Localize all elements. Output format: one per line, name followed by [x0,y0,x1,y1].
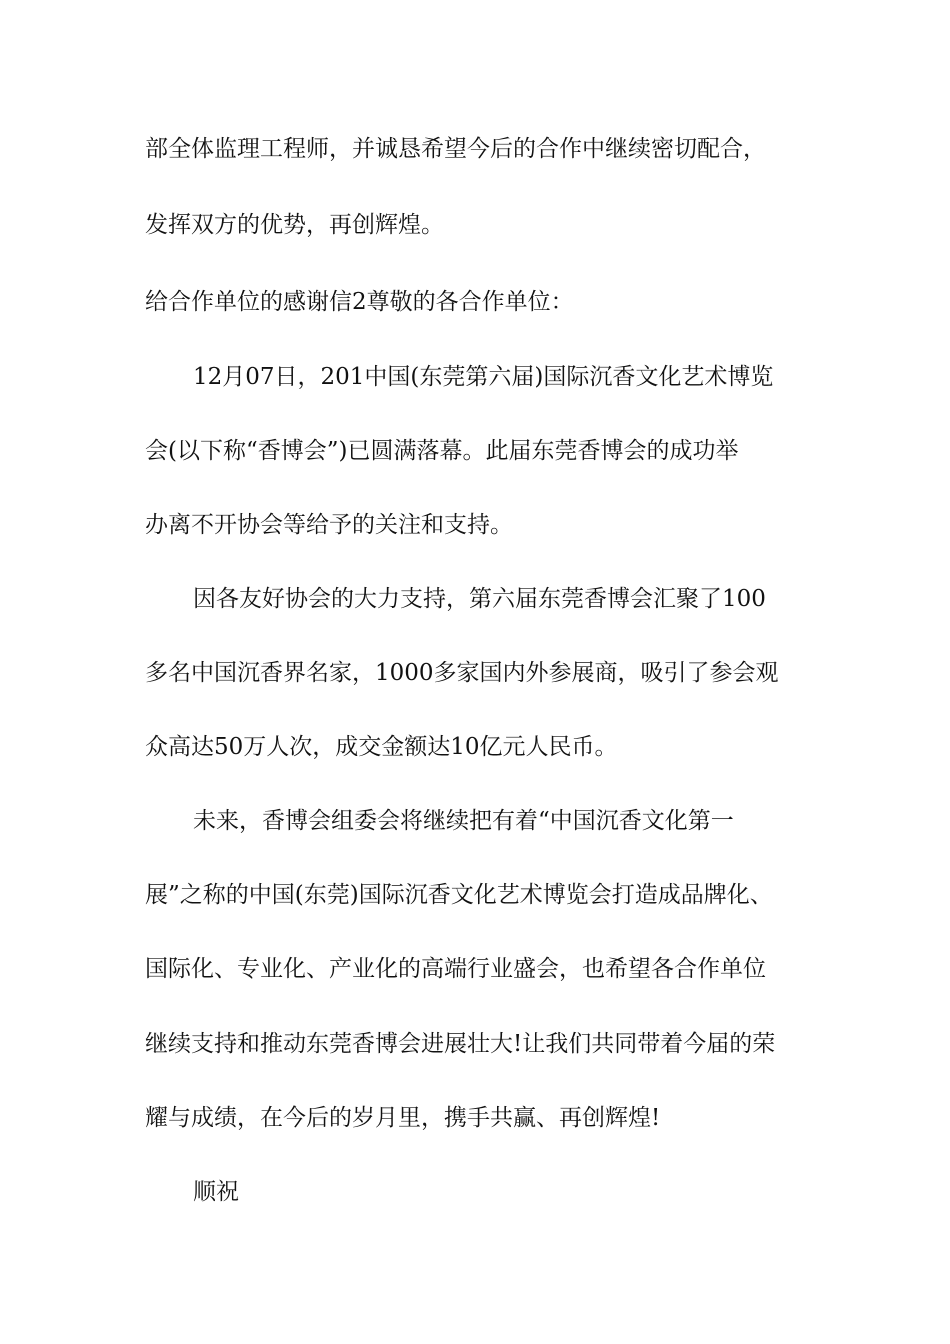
paragraph-2-line-3: 众高达50万人次，成交金额达10亿元人民币。 [145,734,618,760]
paragraph-1-line-2: 会(以下称“香博会”)已圆满落幕。此届东莞香博会的成功举 [145,438,739,464]
paragraph-1-line-1: 12月07日，201中国(东莞第六届)国际沉香文化艺术博览 [193,364,774,390]
paragraph-3-line-3: 国际化、专业化、产业化的高端行业盛会，也希望各合作单位 [145,956,766,982]
paragraph-1-line-3: 办离不开协会等给予的关注和支持。 [145,512,513,538]
closing-salutation: 顺祝 [193,1179,239,1205]
paragraph-3-line-1: 未来，香博会组委会将继续把有着“中国沉香文化第一 [193,808,734,834]
paragraph-2-line-2: 多名中国沉香界名家，1000多家国内外参展商，吸引了参会观 [145,660,779,686]
paragraph-3-line-5: 耀与成绩，在今后的岁月里，携手共赢、再创辉煌! [145,1105,661,1131]
paragraph-3-line-2: 展”之称的中国(东莞)国际沉香文化艺术博览会打造成品牌化、 [145,882,773,908]
text-line-2: 发挥双方的优势，再创辉煌。 [145,212,444,238]
text-line-1: 部全体监理工程师，并诚恳希望今后的合作中继续密切配合， [145,136,766,162]
paragraph-3-line-4: 继续支持和推动东莞香博会进展壮大!让我们共同带着今届的荣 [145,1031,776,1057]
paragraph-2-line-1: 因各友好协会的大力支持，第六届东莞香博会汇聚了100 [193,586,766,612]
letter-heading: 给合作单位的感谢信2尊敬的各合作单位： [145,289,574,315]
